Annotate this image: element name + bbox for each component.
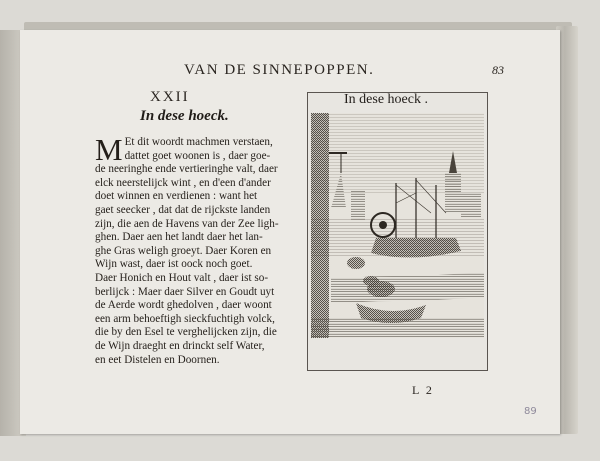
body-text	[95, 132, 290, 367]
text-line: een arm behoeftigh sieckfuchtigh volck,	[95, 312, 275, 325]
text-line: zijn, die aen de Havens van der Zee ligh-	[95, 217, 279, 230]
chapter-title: In dese hoeck.	[140, 108, 229, 124]
text-line: en eet Distelen en Doornen.	[95, 353, 220, 366]
text-line: de Aerde wordt ghedolven , daer woont	[95, 299, 272, 312]
pencil-annotation: 89	[524, 406, 537, 417]
signature-mark: L 2	[412, 383, 434, 397]
text-line: dattet goet woonen is , daer goe-	[124, 149, 271, 162]
text-line: ghe Gras weligh groeyt. Daer Koren en	[95, 244, 272, 257]
text-line: de neeringhe ende vertieringhe valt, daer	[95, 163, 278, 176]
text-line: Wijn wast, daer ist oock noch goet.	[95, 258, 253, 271]
text-line: gaet seecker , dat dat de rijckste landen	[95, 203, 271, 216]
chapter-number: XXII	[150, 89, 190, 105]
text-line: de Wijn draeght en drinckt self Water,	[95, 339, 265, 352]
text-line: ghen. Daer aen het landt daer het lan-	[95, 231, 263, 244]
text-line: Et dit woordt machmen verstaen,	[124, 136, 273, 148]
plate-caption: In dese hoeck .	[344, 92, 428, 107]
running-head: VAN DE SINNEPOPPEN.	[184, 62, 375, 78]
text-line: berlijck : Maer daer Silver en Goudt uyt	[95, 285, 275, 298]
text-line: Daer Honich en Hout valt , daer ist so-	[95, 271, 269, 284]
harbor-engraving	[311, 113, 484, 338]
text-line: doet winnen en verdienen : want het	[95, 190, 258, 203]
text-line: elck neerstelijck wint , en d'een d'ander	[95, 176, 271, 189]
drop-cap: M	[95, 132, 123, 167]
text-line: die by den Esel te verghelijcken zijn, die	[95, 326, 277, 339]
page-number: 83	[492, 63, 504, 77]
